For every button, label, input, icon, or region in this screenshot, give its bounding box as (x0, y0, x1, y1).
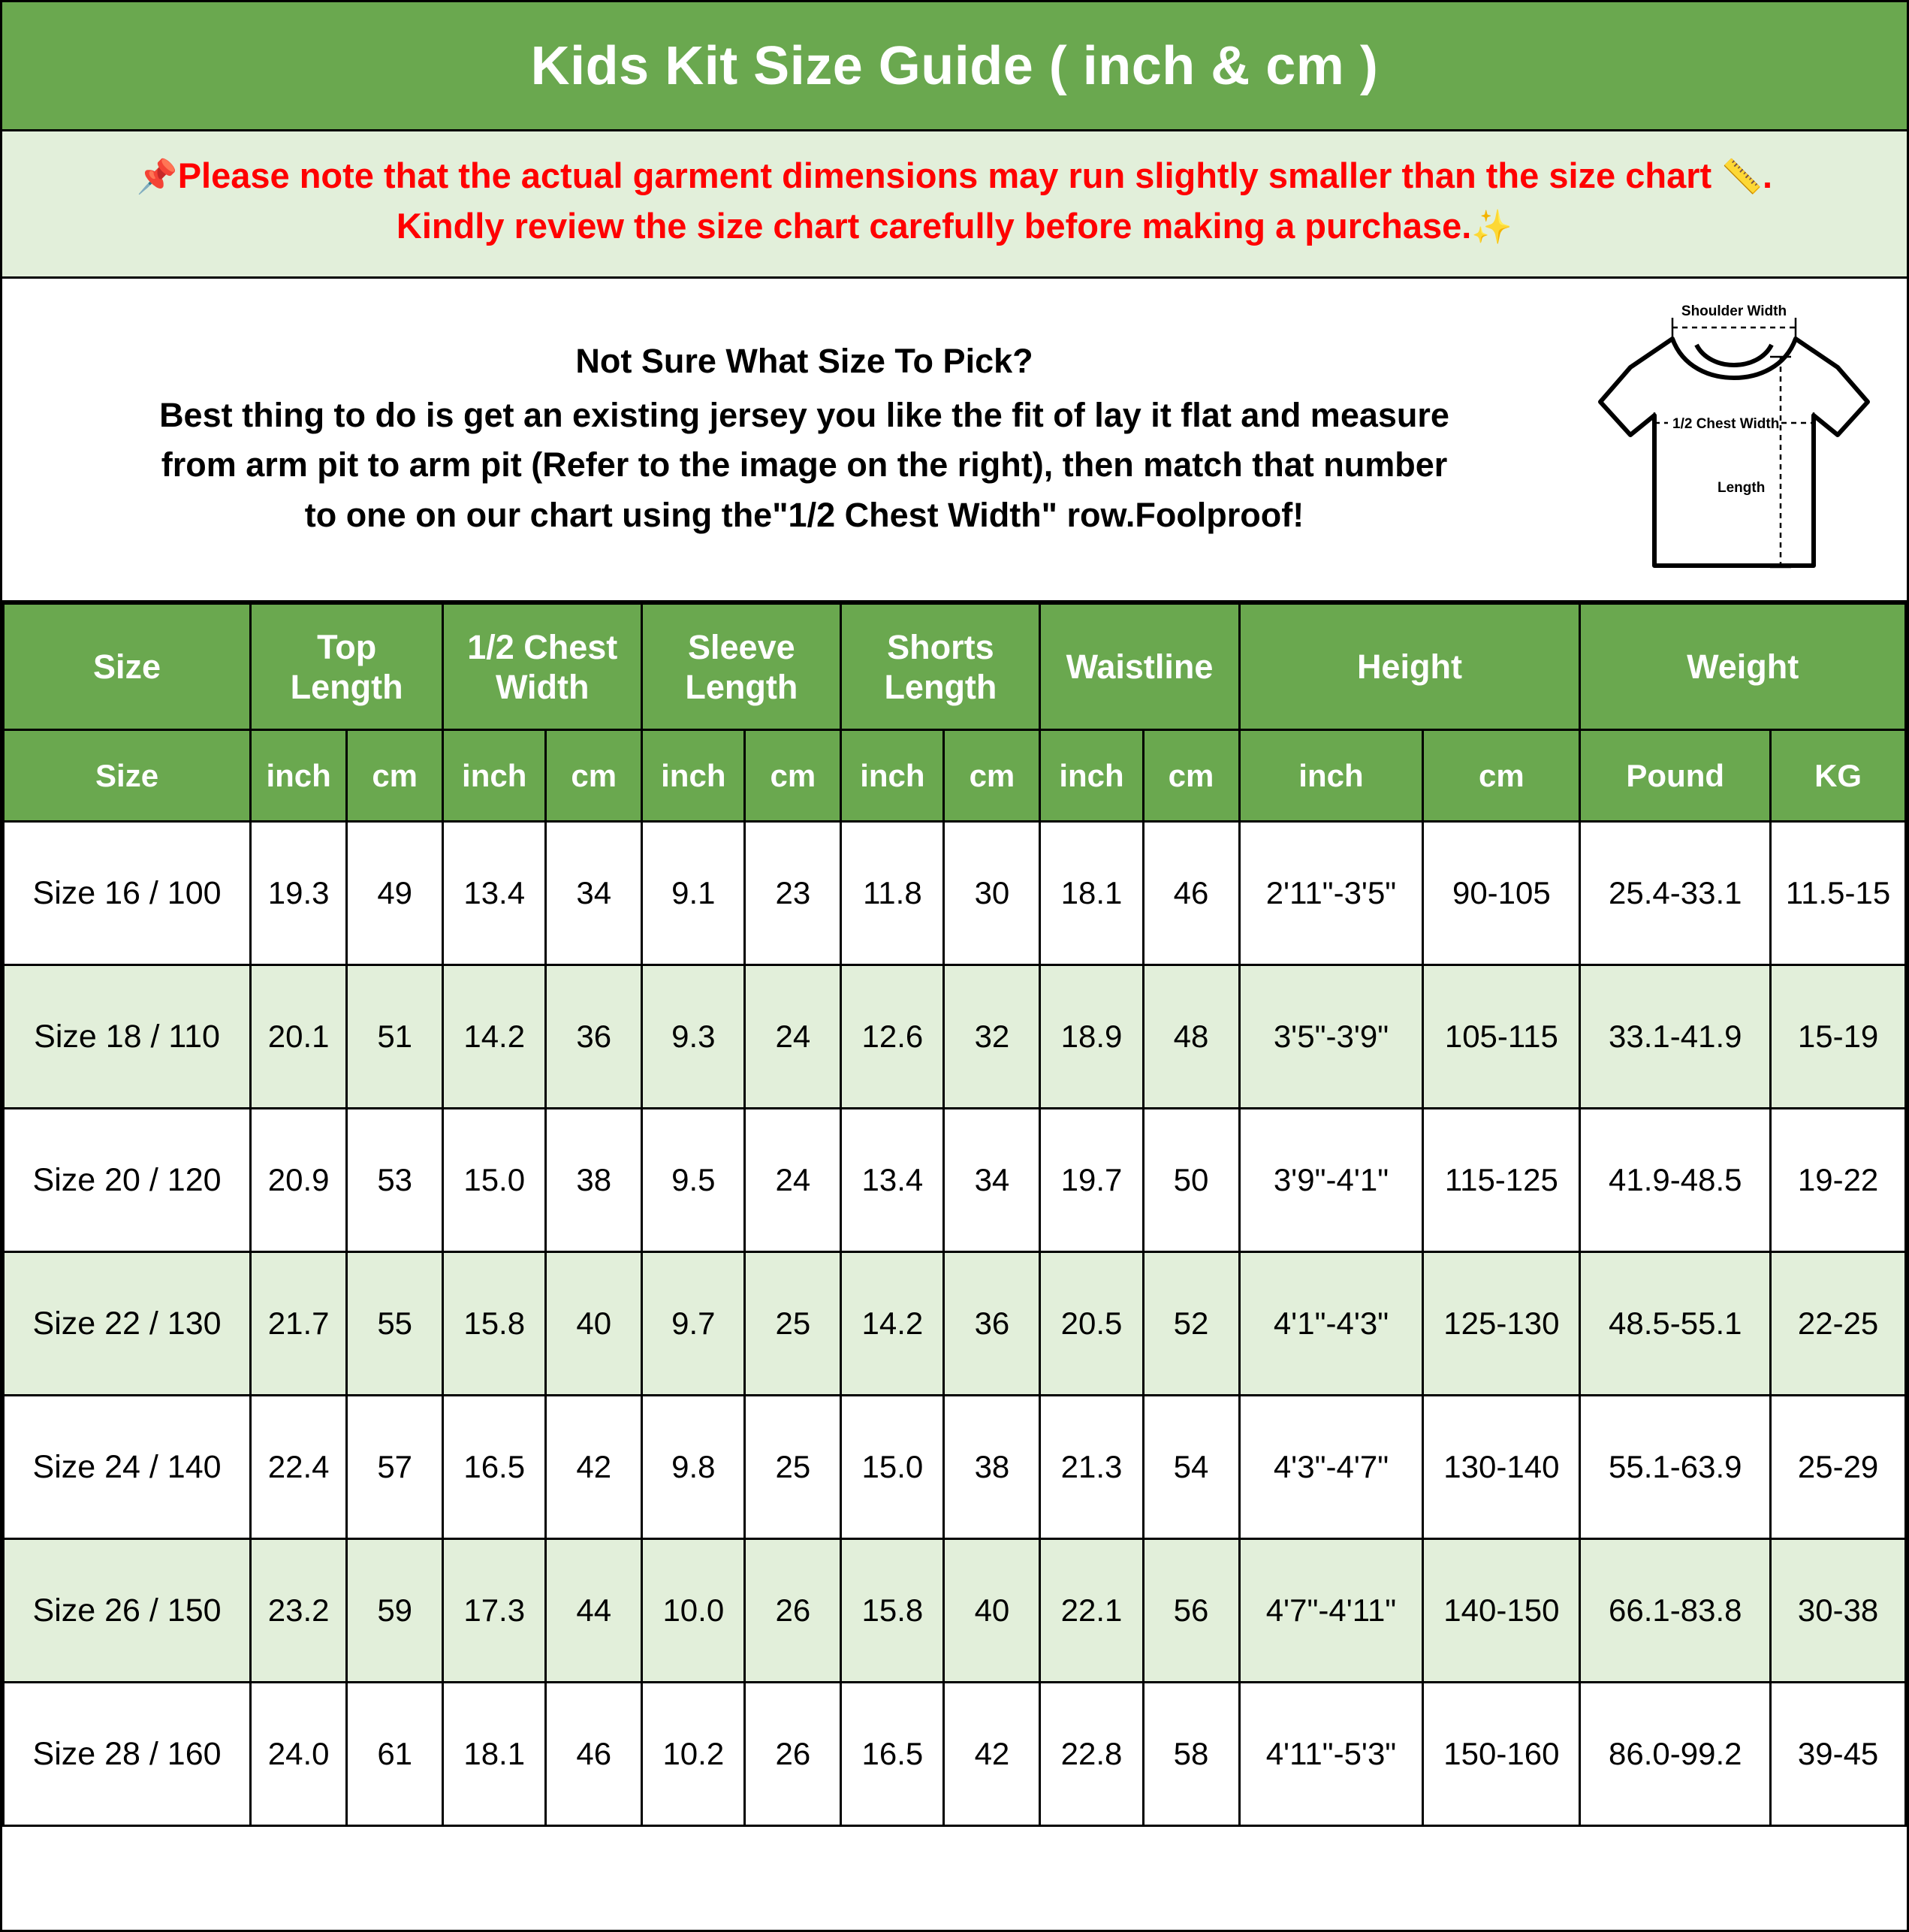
cell-waist-in: 19.7 (1040, 1109, 1143, 1252)
unit-shorts-cm: cm (944, 730, 1040, 822)
cell-shorts-cm: 40 (944, 1539, 1040, 1683)
cell-weight-kg: 11.5-15 (1771, 822, 1906, 965)
cell-weight-lb: 86.0-99.2 (1580, 1683, 1771, 1826)
cell-size: Size 16 / 100 (4, 822, 251, 965)
shoulder-width-label: Shoulder Width (1681, 303, 1787, 320)
cell-shorts-cm: 32 (944, 965, 1040, 1109)
cell-size: Size 18 / 110 (4, 965, 251, 1109)
cell-top-length-cm: 53 (347, 1109, 443, 1252)
cell-shorts-in: 12.6 (841, 965, 944, 1109)
cell-shorts-cm: 36 (944, 1252, 1040, 1396)
cell-waist-in: 18.1 (1040, 822, 1143, 965)
table-header-row-groups (4, 604, 1906, 730)
cell-waist-in: 18.9 (1040, 965, 1143, 1109)
unit-weight-kg: KG (1771, 730, 1906, 822)
unit-sleeve-inch: inch (642, 730, 745, 822)
cell-waist-cm: 56 (1143, 1539, 1239, 1683)
cell-shorts-cm: 30 (944, 822, 1040, 965)
cell-top-length-in: 23.2 (251, 1539, 347, 1683)
cell-top-length-cm: 51 (347, 965, 443, 1109)
cell-height-in: 2'11"-3'5" (1239, 822, 1423, 965)
cell-weight-lb: 66.1-83.8 (1580, 1539, 1771, 1683)
cell-sleeve-in: 9.8 (642, 1396, 745, 1539)
cell-chest-in: 15.0 (443, 1109, 546, 1252)
table-row (4, 1252, 1906, 1396)
unit-chest-cm: cm (546, 730, 642, 822)
cell-height-in: 4'11"-5'3" (1239, 1683, 1423, 1826)
cell-weight-lb: 48.5-55.1 (1580, 1252, 1771, 1396)
unit-size: Size (4, 730, 251, 822)
cell-sleeve-cm: 24 (745, 965, 841, 1109)
cell-height-in: 4'3"-4'7" (1239, 1396, 1423, 1539)
cell-size: Size 20 / 120 (4, 1109, 251, 1252)
cell-sleeve-cm: 25 (745, 1252, 841, 1396)
cell-waist-cm: 48 (1143, 965, 1239, 1109)
cell-top-length-in: 22.4 (251, 1396, 347, 1539)
cell-waist-cm: 54 (1143, 1396, 1239, 1539)
cell-chest-in: 15.8 (443, 1252, 546, 1396)
cell-top-length-in: 21.7 (251, 1252, 347, 1396)
cell-weight-lb: 33.1-41.9 (1580, 965, 1771, 1109)
note-text-2: Kindly review the size chart carefully before making a purchase. (396, 205, 1472, 246)
info-band (2, 279, 1907, 602)
cell-shorts-cm: 34 (944, 1109, 1040, 1252)
cell-weight-lb: 41.9-48.5 (1580, 1109, 1771, 1252)
cell-waist-in: 22.8 (1040, 1683, 1143, 1826)
header-shorts-length: Shorts Length (841, 604, 1040, 730)
table-unit-header (4, 730, 1906, 822)
sparkles-icon: ✨ (1471, 208, 1513, 246)
cell-size: Size 26 / 150 (4, 1539, 251, 1683)
cell-height-in: 3'9"-4'1" (1239, 1109, 1423, 1252)
cell-sleeve-cm: 25 (745, 1396, 841, 1539)
unit-top-length-cm: cm (347, 730, 443, 822)
cell-height-cm: 150-160 (1423, 1683, 1580, 1826)
cell-waist-in: 20.5 (1040, 1252, 1143, 1396)
cell-sleeve-in: 10.0 (642, 1539, 745, 1683)
info-text (17, 337, 1576, 540)
cell-size: Size 22 / 130 (4, 1252, 251, 1396)
svg-text:Length (1717, 480, 1765, 496)
svg-text:Shoulder Width (1681, 303, 1787, 319)
header-top-length: Top Length (251, 604, 443, 730)
cell-sleeve-in: 9.1 (642, 822, 745, 965)
table-row (4, 1539, 1906, 1683)
pushpin-icon: 📌 (136, 158, 178, 195)
unit-shorts-inch: inch (841, 730, 944, 822)
cell-shorts-in: 11.8 (841, 822, 944, 965)
cell-chest-cm: 38 (546, 1109, 642, 1252)
note-line-1 (32, 151, 1877, 201)
cell-waist-cm: 58 (1143, 1683, 1239, 1826)
unit-height-cm: cm (1423, 730, 1580, 822)
cell-top-length-cm: 59 (347, 1539, 443, 1683)
cell-top-length-cm: 57 (347, 1396, 443, 1539)
header-sleeve-length: Sleeve Length (642, 604, 841, 730)
cell-waist-cm: 50 (1143, 1109, 1239, 1252)
cell-weight-kg: 22-25 (1771, 1252, 1906, 1396)
cell-shorts-cm: 42 (944, 1683, 1040, 1826)
info-line-3: to one on our chart using the"1/2 Chest Width" row.Foolproof! (304, 495, 1304, 534)
table-row (4, 1396, 1906, 1539)
cell-shorts-in: 15.8 (841, 1539, 944, 1683)
cell-waist-in: 21.3 (1040, 1396, 1143, 1539)
cell-height-cm: 105-115 (1423, 965, 1580, 1109)
header-size: Size (4, 604, 251, 730)
title-bar (2, 2, 1907, 131)
size-chart-table (2, 602, 1907, 1827)
cell-waist-cm: 52 (1143, 1252, 1239, 1396)
cell-top-length-in: 20.9 (251, 1109, 347, 1252)
ruler-icon: 📏 (1721, 158, 1763, 195)
cell-sleeve-cm: 23 (745, 822, 841, 965)
cell-weight-kg: 25-29 (1771, 1396, 1906, 1539)
table-body (4, 822, 1906, 1826)
table-row (4, 965, 1906, 1109)
cell-waist-cm: 46 (1143, 822, 1239, 965)
cell-shorts-in: 14.2 (841, 1252, 944, 1396)
info-heading: Not Sure What Size To Pick? (575, 342, 1033, 381)
info-line-2: from arm pit to arm pit (Refer to the image on the right), then match that number (161, 445, 1448, 485)
cell-weight-lb: 55.1-63.9 (1580, 1396, 1771, 1539)
cell-top-length-in: 19.3 (251, 822, 347, 965)
tshirt-diagram (1576, 295, 1892, 581)
cell-sleeve-cm: 26 (745, 1539, 841, 1683)
cell-chest-in: 13.4 (443, 822, 546, 965)
cell-height-cm: 140-150 (1423, 1539, 1580, 1683)
header-waistline: Waistline (1040, 604, 1239, 730)
cell-height-in: 4'7"-4'11" (1239, 1539, 1423, 1683)
table-row (4, 1683, 1906, 1826)
unit-chest-inch: inch (443, 730, 546, 822)
cell-chest-cm: 42 (546, 1396, 642, 1539)
cell-top-length-cm: 61 (347, 1683, 443, 1826)
cell-shorts-in: 13.4 (841, 1109, 944, 1252)
cell-sleeve-cm: 26 (745, 1683, 841, 1826)
header-weight: Weight (1580, 604, 1906, 730)
unit-top-length-inch: inch (251, 730, 347, 822)
cell-height-cm: 115-125 (1423, 1109, 1580, 1252)
unit-waist-cm: cm (1143, 730, 1239, 822)
unit-waist-inch: inch (1040, 730, 1143, 822)
cell-shorts-in: 15.0 (841, 1396, 944, 1539)
cell-height-cm: 90-105 (1423, 822, 1580, 965)
table-row (4, 822, 1906, 965)
cell-chest-cm: 46 (546, 1683, 642, 1826)
cell-chest-cm: 36 (546, 965, 642, 1109)
chest-width-label: 1/2 Chest Width (1672, 416, 1780, 433)
cell-top-length-cm: 49 (347, 822, 443, 965)
header-chest-width: 1/2 Chest Width (443, 604, 642, 730)
cell-chest-cm: 44 (546, 1539, 642, 1683)
cell-sleeve-in: 9.5 (642, 1109, 745, 1252)
cell-top-length-cm: 55 (347, 1252, 443, 1396)
page-title: Kids Kit Size Guide ( inch & cm ) (530, 35, 1379, 96)
cell-sleeve-in: 9.7 (642, 1252, 745, 1396)
header-height: Height (1239, 604, 1580, 730)
info-line-1: Best thing to do is get an existing jersey you like the fit of lay it flat and measure (159, 396, 1449, 435)
cell-weight-kg: 39-45 (1771, 1683, 1906, 1826)
cell-waist-in: 22.1 (1040, 1539, 1143, 1683)
cell-chest-in: 17.3 (443, 1539, 546, 1683)
cell-weight-kg: 30-38 (1771, 1539, 1906, 1683)
cell-chest-cm: 40 (546, 1252, 642, 1396)
note-line-2 (32, 201, 1877, 252)
cell-weight-kg: 19-22 (1771, 1109, 1906, 1252)
length-label: Length (1717, 480, 1766, 497)
cell-top-length-in: 24.0 (251, 1683, 347, 1826)
cell-top-length-in: 20.1 (251, 965, 347, 1109)
cell-height-cm: 130-140 (1423, 1396, 1580, 1539)
unit-height-inch: inch (1239, 730, 1423, 822)
cell-weight-lb: 25.4-33.1 (1580, 822, 1771, 965)
cell-height-in: 4'1"-4'3" (1239, 1252, 1423, 1396)
cell-weight-kg: 15-19 (1771, 965, 1906, 1109)
svg-text:1/2 Chest Width (1672, 416, 1779, 432)
cell-shorts-in: 16.5 (841, 1683, 944, 1826)
tshirt-measurement-svg (1584, 303, 1884, 581)
cell-chest-in: 16.5 (443, 1396, 546, 1539)
unit-sleeve-cm: cm (745, 730, 841, 822)
cell-size: Size 24 / 140 (4, 1396, 251, 1539)
cell-height-in: 3'5"-3'9" (1239, 965, 1423, 1109)
cell-shorts-cm: 38 (944, 1396, 1040, 1539)
note-text-1-end: . (1763, 155, 1773, 195)
cell-sleeve-cm: 24 (745, 1109, 841, 1252)
cell-sleeve-in: 9.3 (642, 965, 745, 1109)
cell-chest-in: 14.2 (443, 965, 546, 1109)
unit-weight-pound: Pound (1580, 730, 1771, 822)
cell-chest-in: 18.1 (443, 1683, 546, 1826)
cell-chest-cm: 34 (546, 822, 642, 965)
table-row (4, 1109, 1906, 1252)
cell-size: Size 28 / 160 (4, 1683, 251, 1826)
cell-height-cm: 125-130 (1423, 1252, 1580, 1396)
note-text-1: Please note that the actual garment dimensions may run slightly smaller than the size chart (177, 155, 1712, 195)
table-group-header (4, 604, 1906, 730)
note-band (2, 131, 1907, 279)
table-header-row-units (4, 730, 1906, 822)
cell-sleeve-in: 10.2 (642, 1683, 745, 1826)
